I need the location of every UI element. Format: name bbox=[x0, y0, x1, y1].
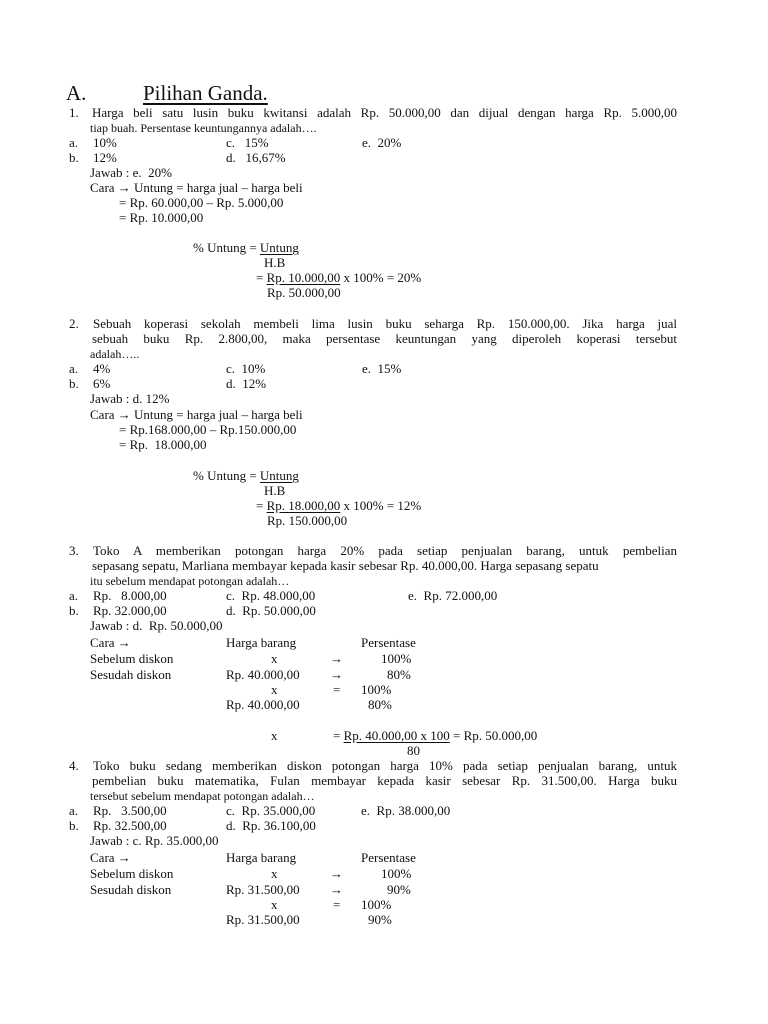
option-label: b. bbox=[69, 603, 79, 618]
option-e: e. Rp. 72.000,00 bbox=[408, 588, 498, 603]
formula-label: % Untung = bbox=[193, 468, 260, 483]
column-header-harga: Harga barang bbox=[226, 850, 297, 865]
calc-line: = Rp. 60.000,00 – Rp. 5.000,00 bbox=[119, 195, 284, 210]
solution-formula bbox=[333, 728, 537, 743]
result-tail: x 100% = 12% bbox=[340, 498, 422, 513]
formula-label: % Untung = bbox=[193, 240, 260, 255]
row-label: Sebelum diskon bbox=[90, 651, 174, 666]
ratio-top-x: x bbox=[271, 682, 278, 697]
column-header-persentase: Persentase bbox=[361, 850, 416, 865]
row-percent: 100% bbox=[381, 866, 412, 881]
solution-denominator: 80 bbox=[407, 743, 420, 758]
question-number: 2. bbox=[69, 316, 79, 331]
column-header-harga: Harga barang bbox=[226, 635, 297, 650]
option-label: a. bbox=[69, 803, 79, 818]
result-tail: x 100% = 20% bbox=[340, 270, 422, 285]
question-stem: Harga beli satu lusin buku kwitansi adalah Rp. 50.000,00 dan dijual dengan harga Rp. 5.000,00 bbox=[92, 105, 677, 120]
ratio-equals: = bbox=[333, 897, 341, 912]
solution-x: x bbox=[271, 728, 278, 743]
formula-numerator: Untung bbox=[259, 468, 299, 483]
section-title: Pilihan Ganda. bbox=[143, 81, 268, 105]
formula-denominator: H.B bbox=[264, 255, 286, 270]
arrow-icon: → bbox=[330, 651, 343, 666]
option-a: 10% bbox=[93, 135, 117, 150]
option-c: c. Rp. 48.000,00 bbox=[226, 588, 316, 603]
result-denominator: Rp. 50.000,00 bbox=[267, 285, 341, 300]
result-eq: = bbox=[256, 270, 267, 285]
option-e: e. 15% bbox=[362, 361, 402, 376]
question-stem: pembelian buku matematika, Fulan membayar kepada kasir sebesar Rp. 31.500,00. Harga buku bbox=[92, 773, 677, 788]
option-b: Rp. 32.000,00 bbox=[93, 603, 167, 618]
arrow-icon: → bbox=[330, 866, 343, 881]
result-denominator: Rp. 150.000,00 bbox=[267, 513, 348, 528]
option-a: Rp. 8.000,00 bbox=[93, 588, 167, 603]
result-formula bbox=[256, 498, 421, 513]
row-label: Sebelum diskon bbox=[90, 866, 174, 881]
ratio-top-percent: 100% bbox=[361, 682, 392, 697]
answer-line: Jawab : e. 20% bbox=[90, 165, 172, 180]
question-stem: itu sebelum mendapat potongan adalah… bbox=[90, 574, 290, 588]
solution-numerator: Rp. 40.000,00 x 100 bbox=[343, 728, 450, 743]
option-a: 4% bbox=[93, 361, 111, 376]
option-e: e. Rp. 38.000,00 bbox=[361, 803, 451, 818]
formula-numerator: Untung bbox=[259, 240, 299, 255]
column-header-persentase: Persentase bbox=[361, 635, 416, 650]
method-line: Cara → bbox=[90, 850, 131, 865]
option-d: d. 12% bbox=[226, 376, 267, 391]
row-percent: 90% bbox=[387, 882, 411, 897]
percent-formula bbox=[193, 240, 299, 255]
row-value: Rp. 31.500,00 bbox=[226, 882, 300, 897]
row-percent: 80% bbox=[387, 667, 411, 682]
option-c: c. Rp. 35.000,00 bbox=[226, 803, 316, 818]
solution-tail: = Rp. 50.000,00 bbox=[449, 728, 538, 743]
method-line: Cara → Untung = harga jual – harga beli bbox=[90, 407, 303, 422]
option-b: 12% bbox=[93, 150, 117, 165]
section-number: A. bbox=[66, 81, 87, 105]
ratio-bottom-value: Rp. 40.000,00 bbox=[226, 697, 300, 712]
question-number: 4. bbox=[69, 758, 79, 773]
row-value: Rp. 40.000,00 bbox=[226, 667, 300, 682]
option-label: b. bbox=[69, 150, 79, 165]
percent-formula bbox=[193, 468, 299, 483]
row-value: x bbox=[271, 866, 278, 881]
ratio-bottom-value: Rp. 31.500,00 bbox=[226, 912, 300, 927]
ratio-top-x: x bbox=[271, 897, 278, 912]
ratio-equals: = bbox=[333, 682, 341, 697]
question-number: 1. bbox=[69, 105, 79, 120]
question-stem: sebuah buku Rp. 2.800,00, maka persentase keuntungan yang diperoleh koperasi tersebut bbox=[92, 331, 677, 346]
method-line: Cara → bbox=[90, 635, 131, 650]
question-stem: adalah….. bbox=[90, 347, 140, 361]
method-line: Cara → Untung = harga jual – harga beli bbox=[90, 180, 303, 195]
option-d: d. Rp. 36.100,00 bbox=[226, 818, 316, 833]
option-label: a. bbox=[69, 361, 79, 376]
result-formula bbox=[256, 270, 421, 285]
formula-denominator: H.B bbox=[264, 483, 286, 498]
row-value: x bbox=[271, 651, 278, 666]
option-c: c. 10% bbox=[226, 361, 266, 376]
row-percent: 100% bbox=[381, 651, 412, 666]
option-e: e. 20% bbox=[362, 135, 402, 150]
result-eq: = bbox=[256, 498, 267, 513]
answer-line: Jawab : c. Rp. 35.000,00 bbox=[90, 833, 219, 848]
arrow-icon: → bbox=[330, 667, 343, 682]
arrow-icon: → bbox=[330, 882, 343, 897]
option-label: b. bbox=[69, 376, 79, 391]
question-stem: Sebuah koperasi sekolah membeli lima lusin buku seharga Rp. 150.000,00. Jika harga jual bbox=[93, 316, 677, 331]
ratio-top-percent: 100% bbox=[361, 897, 392, 912]
result-numerator: Rp. 18.000,00 bbox=[266, 498, 341, 513]
question-stem: Toko buku sedang memberikan diskon potongan harga 10% pada setiap penjualan barang, untuk bbox=[93, 758, 677, 773]
ratio-bottom-percent: 90% bbox=[368, 912, 392, 927]
question-stem: sepasang sepatu, Marliana membayar kepada kasir sebesar Rp. 40.000,00. Harga sepasang sepatu bbox=[92, 558, 599, 573]
row-label: Sesudah diskon bbox=[90, 882, 172, 897]
calc-line: = Rp. 18.000,00 bbox=[119, 437, 207, 452]
question-stem: tersebut sebelum mendapat potongan adalah… bbox=[90, 789, 315, 803]
question-stem: tiap buah. Persentase keuntungannya adalah…. bbox=[90, 121, 317, 135]
option-d: d. 16,67% bbox=[226, 150, 286, 165]
answer-line: Jawab : d. Rp. 50.000,00 bbox=[90, 618, 223, 633]
solution-eq: = bbox=[333, 728, 344, 743]
option-label: a. bbox=[69, 135, 79, 150]
option-b: 6% bbox=[93, 376, 111, 391]
answer-line: Jawab : d. 12% bbox=[90, 391, 170, 406]
row-label: Sesudah diskon bbox=[90, 667, 172, 682]
result-numerator: Rp. 10.000,00 bbox=[266, 270, 341, 285]
option-a: Rp. 3.500,00 bbox=[93, 803, 167, 818]
question-number: 3. bbox=[69, 543, 79, 558]
option-d: d. Rp. 50.000,00 bbox=[226, 603, 316, 618]
ratio-bottom-percent: 80% bbox=[368, 697, 392, 712]
question-stem: Toko A memberikan potongan harga 20% pada setiap penjualan barang, untuk pembelian bbox=[93, 543, 677, 558]
option-c: c. 15% bbox=[226, 135, 269, 150]
option-b: Rp. 32.500,00 bbox=[93, 818, 167, 833]
calc-line: = Rp.168.000,00 – Rp.150.000,00 bbox=[119, 422, 297, 437]
calc-line: = Rp. 10.000,00 bbox=[119, 210, 204, 225]
option-label: a. bbox=[69, 588, 79, 603]
option-label: b. bbox=[69, 818, 79, 833]
